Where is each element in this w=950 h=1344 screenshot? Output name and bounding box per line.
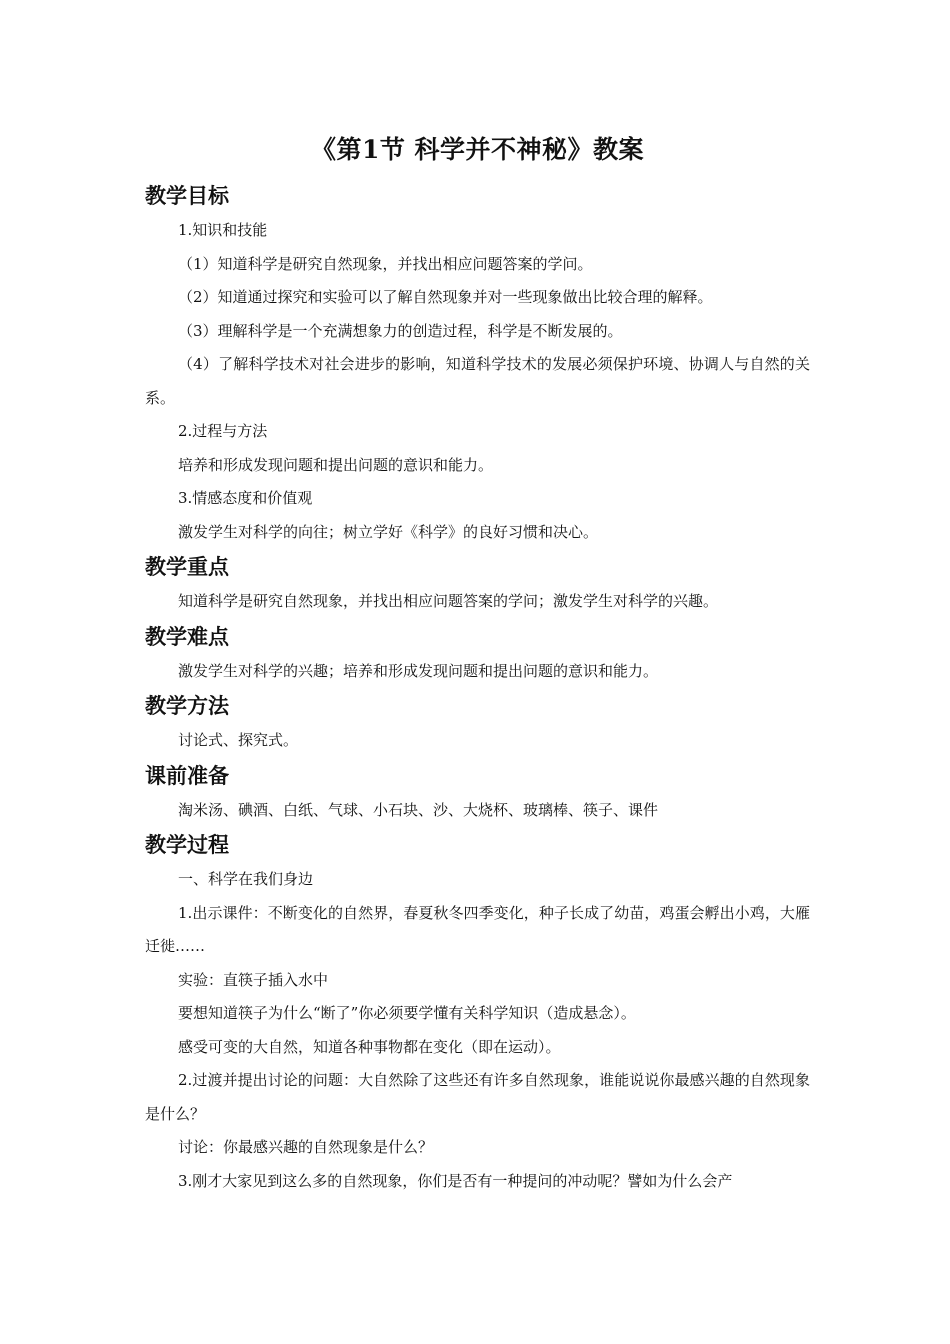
paragraph: 感受可变的大自然，知道各种事物都在变化（即在运动）。 xyxy=(178,1037,561,1056)
paragraph: 要想知道筷子为什么“断了”你必须要学懂有关科学知识（造成悬念）。 xyxy=(178,1004,636,1022)
paragraph: 讨论：你最感兴趣的自然现象是什么？ xyxy=(178,1138,434,1156)
section-heading: 教学目标 xyxy=(145,184,229,208)
section-heading: 教学方法 xyxy=(145,694,229,718)
paragraph: 激发学生对科学的兴趣；培养和形成发现问题和提出问题的意识和能力。 xyxy=(178,661,659,680)
document-page xyxy=(145,128,810,1198)
section-heading: 课前准备 xyxy=(145,763,229,788)
section-methods xyxy=(145,688,810,758)
paragraph: （4）了解科学技术对社会进步的影响，知道科学技术的发展必须保护环境、协调人与自然的关系。 xyxy=(145,355,810,407)
paragraph: 1.知识和技能 xyxy=(178,221,268,239)
paragraph: 2.过程与方法 xyxy=(178,422,268,440)
section-heading: 教学重点 xyxy=(145,555,229,579)
paragraph: 实验：直筷子插入水中 xyxy=(178,970,329,989)
paragraph: 讨论式、探究式。 xyxy=(178,731,299,749)
section-heading: 教学过程 xyxy=(145,833,229,857)
paragraph: 培养和形成发现问题和提出问题的意识和能力。 xyxy=(178,455,494,474)
section-objectives xyxy=(145,178,810,549)
paragraph: 激发学生对科学的向往；树立学好《科学》的良好习惯和决心。 xyxy=(178,522,599,541)
paragraph: 3.刚才大家见到这么多的自然现象，你们是否有一种提问的冲动呢？譬如为什么会产 xyxy=(178,1171,733,1190)
document-title: 《第1节 科学并不神秘》教案 xyxy=(310,135,645,164)
section-key-points xyxy=(145,549,810,619)
paragraph: 2.过渡并提出讨论的问题：大自然除了这些还有许多自然现象，谁能说说你最感兴趣的自然现象是什么？ xyxy=(145,1071,810,1123)
paragraph: （1）知道科学是研究自然现象，并找出相应问题答案的学问。 xyxy=(178,254,593,273)
section-process xyxy=(145,827,810,1198)
section-heading: 教学难点 xyxy=(145,624,229,649)
paragraph: 淘米汤、碘酒、白纸、气球、小石块、沙、大烧杯、玻璃棒、筷子、课件 xyxy=(178,800,659,819)
paragraph: 3.情感态度和价值观 xyxy=(178,489,313,507)
paragraph: 1.出示课件：不断变化的自然界，春夏秋冬四季变化，种子长成了幼苗，鸡蛋会孵出小鸡，大雁迁徙…… xyxy=(145,903,810,955)
section-preparation xyxy=(145,758,810,828)
section-difficulties xyxy=(145,619,810,689)
paragraph: （2）知道通过探究和实验可以了解自然现象并对一些现象做出比较合理的解释。 xyxy=(178,288,713,306)
paragraph: 知道科学是研究自然现象，并找出相应问题答案的学问；激发学生对科学的兴趣。 xyxy=(178,592,719,610)
paragraph: 一、科学在我们身边 xyxy=(178,870,314,888)
paragraph: （3）理解科学是一个充满想象力的创造过程，科学是不断发展的。 xyxy=(178,321,623,340)
